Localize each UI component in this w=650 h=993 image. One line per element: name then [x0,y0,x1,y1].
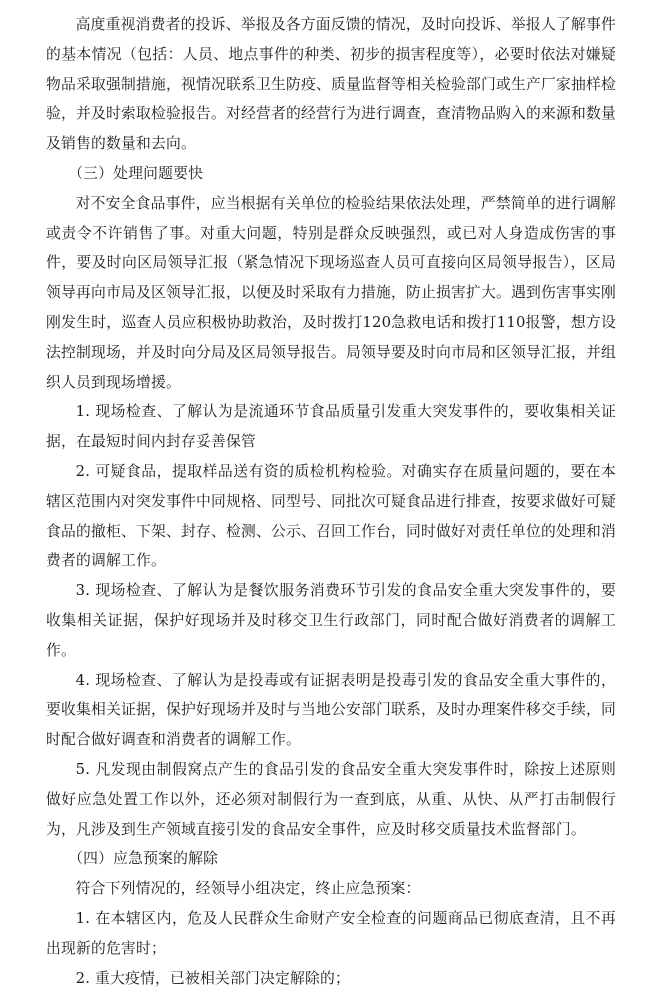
document-page [46,10,616,993]
section-heading-plan-termination: （四）应急预案的解除 [46,844,616,874]
list-item-1-circulation: 1. 现场检查、了解认为是流通环节食品质量引发重大突发事件的，要收集相关证据，在最短时间内封存妥善保管 [46,397,616,457]
list-item-4-poisoning: 4. 现场检查、了解认为是投毒或有证据表明是投毒引发的食品安全重大事件的，要收集相关证据，保护好现场并及时与当地公安部门联系，及时办理案件移交手续，同时配合做好调查和消费者的调解工作。 [46,666,616,755]
paragraph-termination-conditions: 符合下列情况的，经领导小组决定，终止应急预案： [46,874,616,904]
list-item-2-suspicious-food: 2. 可疑食品，提取样品送有资的质检机构检验。对确实存在质量问题的，要在本辖区范围内对突发事件中同规格、同型号、同批次可疑食品进行排查，按要求做好可疑食品的撤柜、下架、封存、检测、公示、召回工作台，同时做好对责任单位的处理和消费者的调解工作。 [46,457,616,576]
list-item-3-catering: 3. 现场检查、了解认为是餐饮服务消费环节引发的食品安全重大突发事件的，要收集相关证据，保护好现场并及时移交卫生行政部门，同时配合做好消费者的调解工作。 [46,576,616,665]
condition-item-2: 2. 重大疫情，已被相关部门决定解除的； [46,964,616,993]
paragraph-unsafe-food-handling: 对不安全食品事件，应当根据有关单位的检验结果依法处理，严禁简单的进行调解或责令不许销售了事。对重大问题，特别是群众反映强烈，或已对人身造成伤害的事件，要及时向区局领导汇报（紧急情况下现场巡查人员可直接向区局领导报告），区局领导再向市局及区领导汇报，以便及时采取有力措施，防止损害扩大。遇到伤害事实刚刚发生时，巡查人员应积极协助救治，及时拨打120急救电话和拨打110报警，想方设法控制现场，并及时向分局及区局领导报告。局领导要及时向市局和区领导汇报，并组织人员到现场增援。 [46,189,616,398]
section-heading-handle-quickly: （三）处理问题要快 [46,159,616,189]
paragraph-investigation: 高度重视消费者的投诉、举报及各方面反馈的情况，及时向投诉、举报人了解事件的基本情况（包括：人员、地点事件的种类、初步的损害程度等），必要时依法对嫌疑物品采取强制措施，视情况联系卫生防疫、质量监督等相关检验部门或生产厂家抽样检验，并及时索取检验报告。对经营者的经营行为进行调查，查清物品购入的来源和数量及销售的数量和去向。 [46,10,616,159]
list-item-5-counterfeit: 5. 凡发现由制假窝点产生的食品引发的食品安全重大突发事件时，除按上述原则做好应急处置工作以外，还必须对制假行为一查到底，从重、从快、从严打击制假行为，凡涉及到生产领域直接引发的食品安全事件，应及时移交质量技术监督部门。 [46,755,616,844]
condition-item-1: 1. 在本辖区内，危及人民群众生命财产安全检查的问题商品已彻底查清，且不再出现新的危害时； [46,904,616,964]
